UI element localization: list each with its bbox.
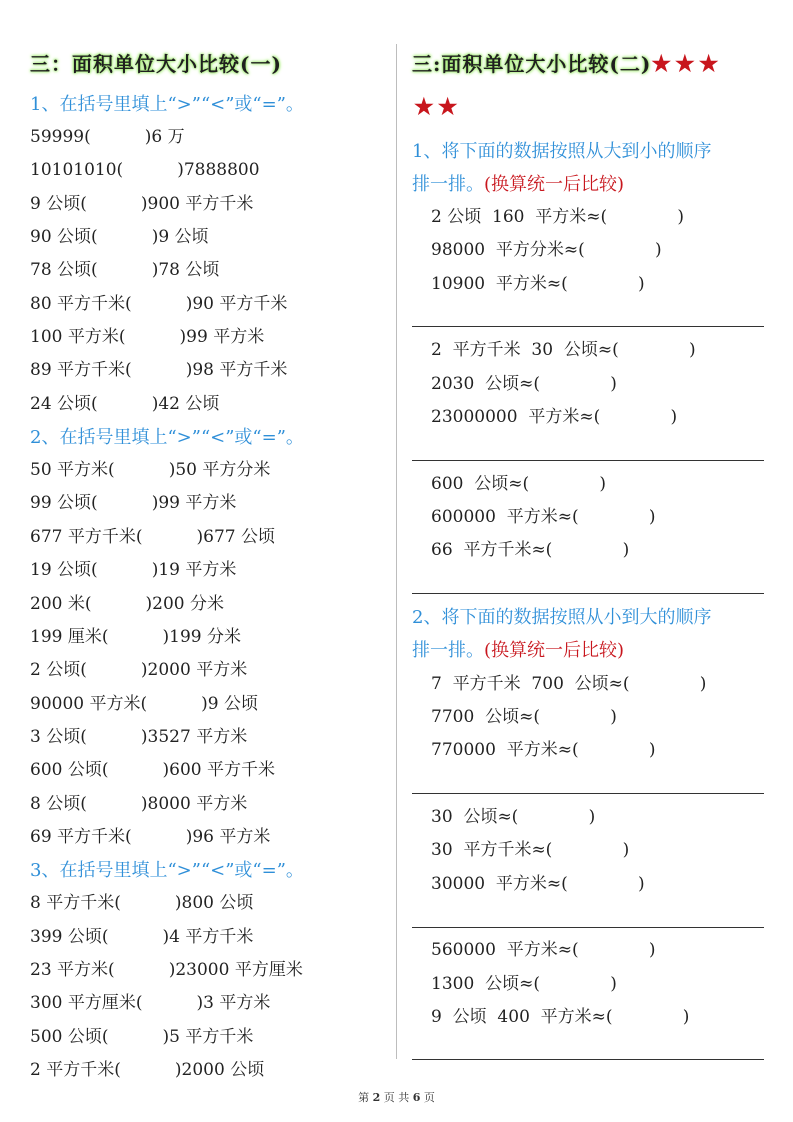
right-q1-heading-text: 排一排。 [412, 174, 484, 195]
left-q1-item: 78 公顷( )78 公顷 [30, 260, 220, 280]
right-q2-heading-text: 排一排。 [412, 640, 484, 661]
left-q2-item: 50 平方米( )50 平方分米 [30, 460, 271, 480]
right-q1-note: (换算统一后比较) [484, 174, 625, 195]
left-q3-item: 500 公顷( )5 平方千米 [30, 1027, 254, 1047]
left-q2-item: 2 公顷( )2000 平方米 [30, 660, 248, 680]
right-title-text: 三:面积单位大小比较(二) [412, 52, 652, 76]
right-q1-item: 2030 公顷≈( ) [431, 374, 617, 394]
right-q2-item: 7700 公顷≈( ) [431, 707, 617, 727]
group-separator [412, 593, 764, 594]
left-q2-item: 200 米( )200 分米 [30, 594, 225, 614]
left-q1-item: 89 平方千米( )98 平方千米 [30, 360, 288, 380]
left-q3-item: 300 平方厘米( )3 平方米 [30, 993, 271, 1013]
group-separator [412, 1059, 764, 1060]
page-footer [0, 1089, 793, 1105]
left-q1-item: 59999( )6 万 [30, 127, 185, 147]
left-q3-item: 8 平方千米( )800 公顷 [30, 893, 254, 913]
left-q3-item: 399 公顷( )4 平方千米 [30, 927, 254, 947]
right-section-title [412, 48, 722, 77]
group-separator [412, 927, 764, 928]
left-q2-item: 8 公顷( )8000 平方米 [30, 794, 248, 814]
group-separator [412, 793, 764, 794]
left-q1-item: 90 公顷( )9 公顷 [30, 227, 209, 247]
left-q1-item: 9 公顷( )900 平方千米 [30, 194, 254, 214]
left-q2-item: 600 公顷( )600 平方千米 [30, 760, 276, 780]
left-q1-item: 80 平方千米( )90 平方千米 [30, 294, 288, 314]
left-q2-item: 19 公顷( )19 平方米 [30, 560, 237, 580]
right-q2-item: 770000 平方米≈( ) [431, 740, 656, 760]
right-q1-heading-line2 [412, 168, 624, 201]
left-q2-heading: 2、在括号里填上“>”“<”或“=”。 [30, 427, 304, 448]
right-q1-item: 600000 平方米≈( ) [431, 507, 656, 527]
right-q2-item: 1300 公顷≈( ) [431, 974, 617, 994]
left-q3-heading: 3、在括号里填上“>”“<”或“=”。 [30, 860, 304, 881]
right-q1-item: 66 平方千米≈( ) [431, 540, 630, 560]
group-separator [412, 460, 764, 461]
right-q1-item: 10900 平方米≈( ) [431, 274, 645, 294]
right-q2-item: 560000 平方米≈( ) [431, 940, 656, 960]
left-q2-item: 99 公顷( )99 平方米 [30, 493, 237, 513]
left-q3-item: 23 平方米( )23000 平方厘米 [30, 960, 303, 980]
right-q1-item: 23000000 平方米≈( ) [431, 407, 678, 427]
right-q1-heading: 1、将下面的数据按照从大到小的顺序 [412, 141, 712, 162]
left-q2-item: 90000 平方米( )9 公顷 [30, 694, 259, 714]
page-number: 2 [372, 1091, 381, 1104]
footer-suffix: 页 [423, 1091, 435, 1104]
right-q2-heading: 2、将下面的数据按照从小到大的顺序 [412, 607, 712, 628]
left-q1-item: 10101010( )7888800 [30, 160, 260, 180]
left-q2-item: 69 平方千米( )96 平方米 [30, 827, 271, 847]
left-q2-item: 199 厘米( )199 分米 [30, 627, 242, 647]
group-separator [412, 326, 764, 327]
right-q1-item: 2 公顷 160 平方米≈( ) [431, 207, 685, 227]
right-q1-item: 600 公顷≈( ) [431, 474, 607, 494]
page-total: 6 [412, 1091, 421, 1104]
footer-prefix: 第 [358, 1091, 370, 1104]
left-q3-item: 2 平方千米( )2000 公顷 [30, 1060, 265, 1080]
left-q1-heading: 1、在括号里填上“>”“<”或“=”。 [30, 94, 304, 115]
right-q2-item: 30000 平方米≈( ) [431, 874, 645, 894]
right-q2-item: 9 公顷 400 平方米≈( ) [431, 1007, 690, 1027]
left-q1-item: 100 平方米( )99 平方米 [30, 327, 265, 347]
right-q1-item: 98000 平方分米≈( ) [431, 240, 662, 260]
right-q2-item: 30 公顷≈( ) [431, 807, 596, 827]
footer-mid: 页 共 [383, 1091, 410, 1104]
left-section-title: 三：面积单位大小比较(一) [30, 52, 282, 76]
left-q2-item: 677 平方千米( )677 公顷 [30, 527, 276, 547]
right-q2-note: (换算统一后比较) [484, 640, 625, 661]
left-q2-item: 3 公顷( )3527 平方米 [30, 727, 248, 747]
star-rating-icon: ★★ [414, 94, 462, 120]
left-q1-item: 24 公顷( )42 公顷 [30, 394, 220, 414]
right-q2-item: 30 平方千米≈( ) [431, 840, 630, 860]
star-rating-icon: ★★★ [651, 51, 723, 77]
right-q2-heading-line2 [412, 634, 624, 667]
right-q1-item: 2 平方千米 30 公顷≈( ) [431, 340, 696, 360]
right-q2-item: 7 平方千米 700 公顷≈( ) [431, 674, 707, 694]
column-divider [396, 44, 397, 1059]
